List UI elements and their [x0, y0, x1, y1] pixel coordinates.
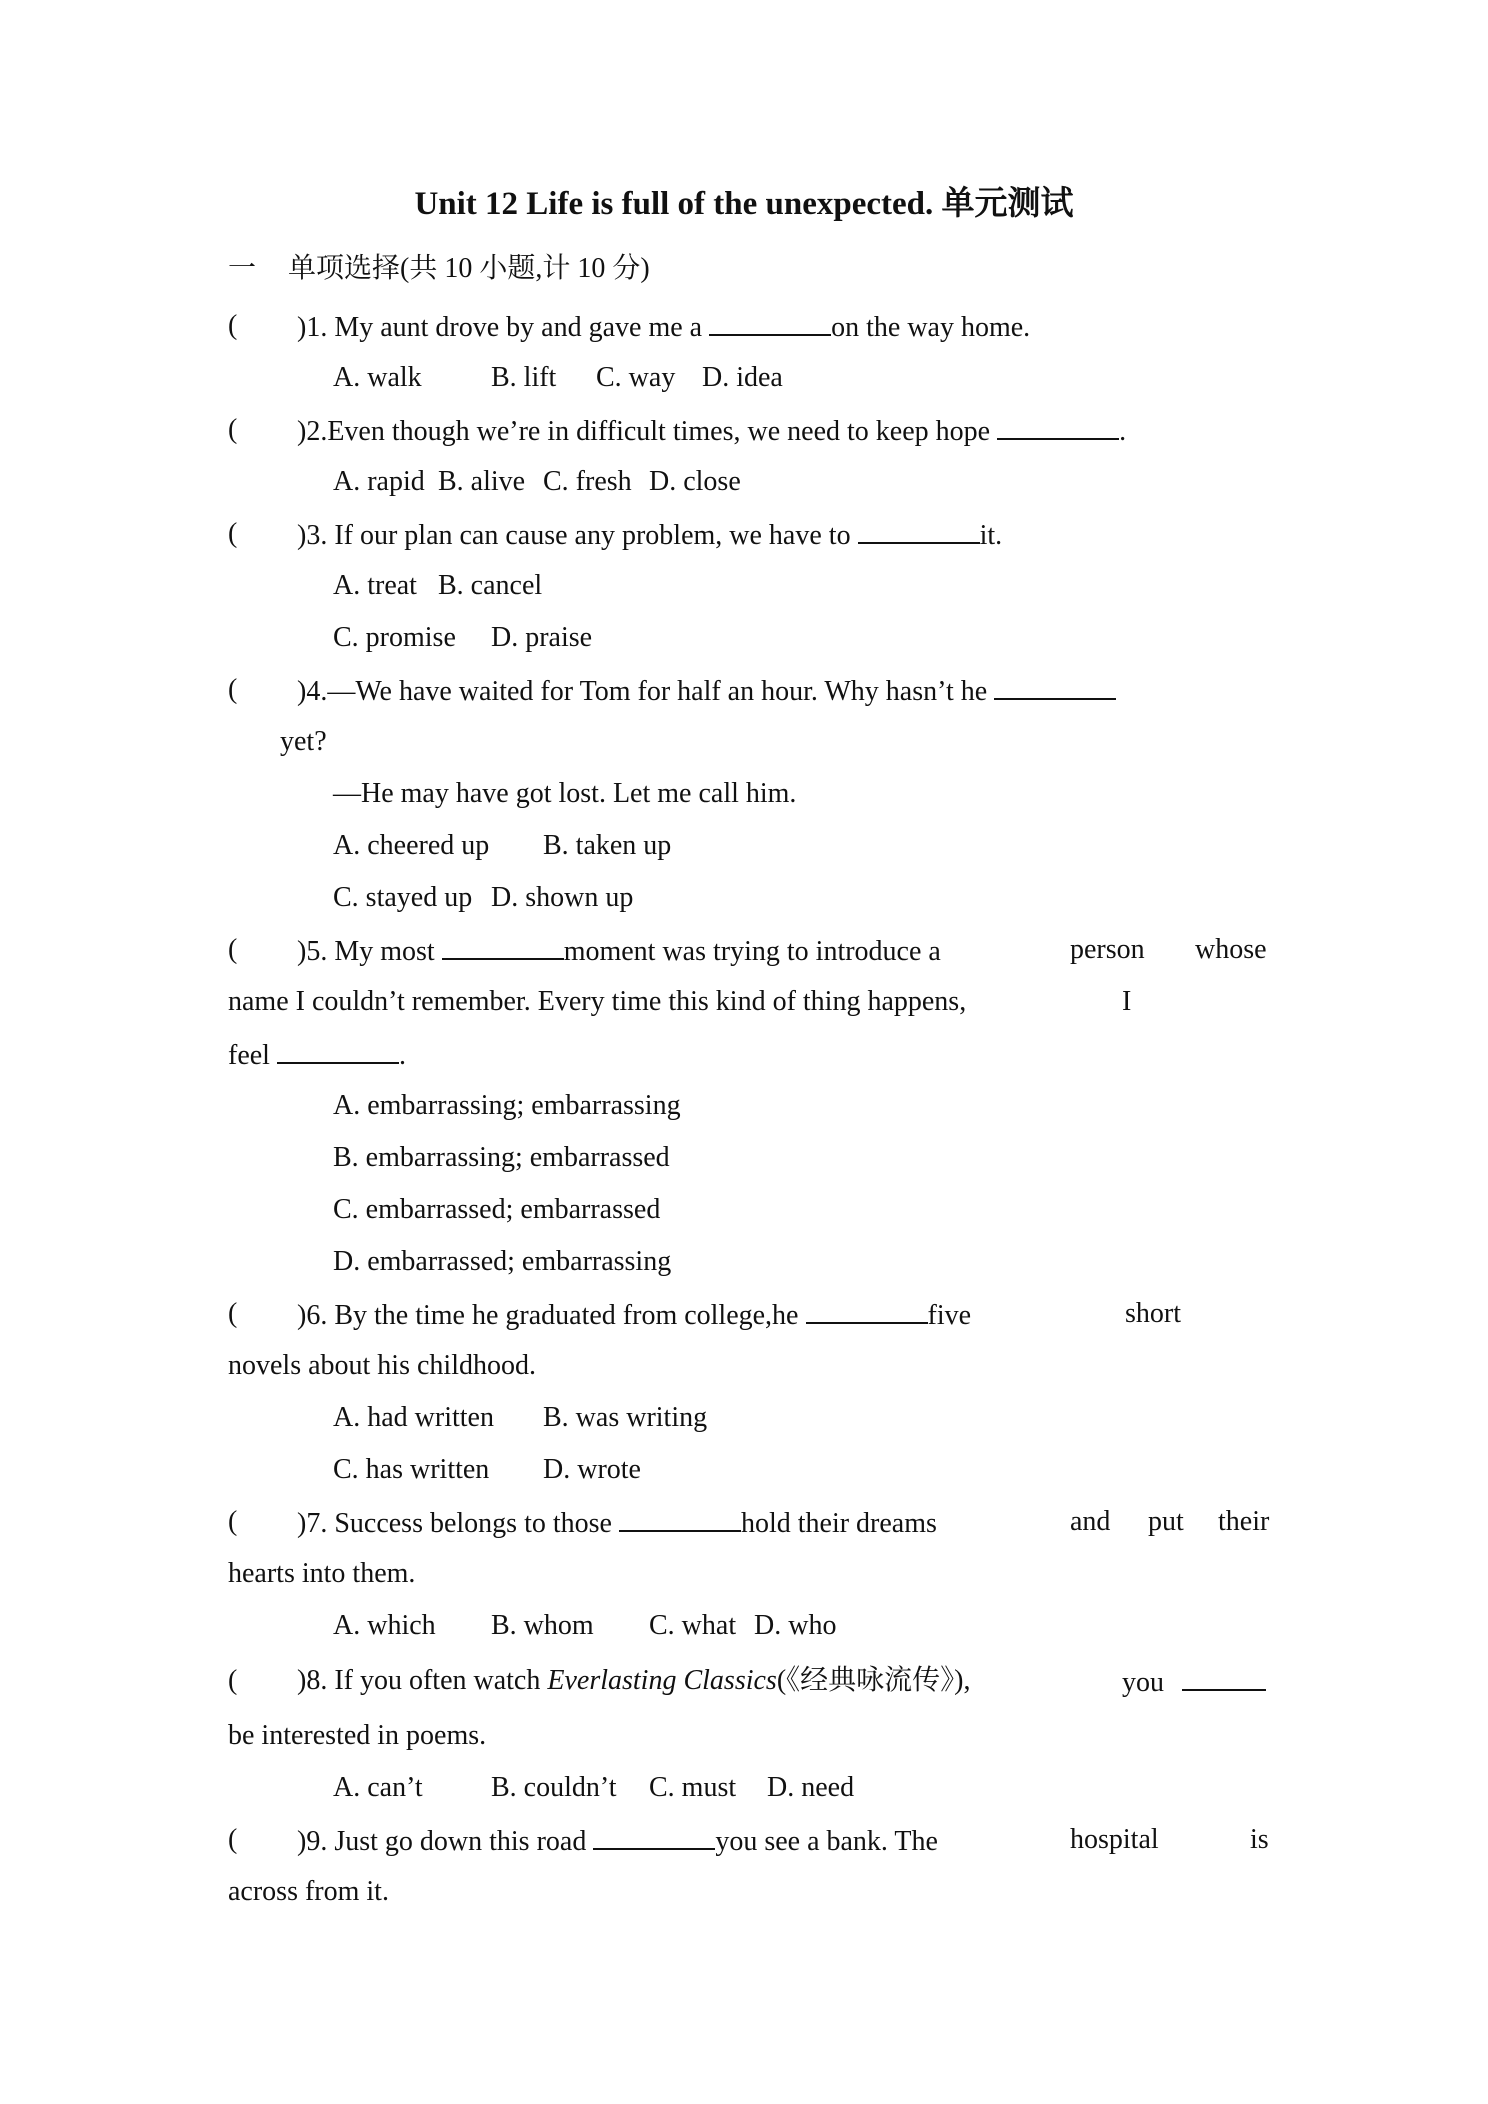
answer-blank[interactable] — [806, 1294, 928, 1324]
question-1-stem — [297, 306, 1030, 348]
answer-blank[interactable] — [593, 1820, 715, 1850]
answer-blank[interactable] — [619, 1502, 741, 1532]
option-a: A. walk — [333, 362, 422, 393]
option-d: D. embarrassed; embarrassing — [333, 1246, 672, 1277]
option-d: D. need — [767, 1772, 855, 1803]
answer-blank[interactable] — [277, 1034, 399, 1064]
question-8-continuation: be interested in poems. — [228, 1720, 487, 1751]
dialogue-reply: —He may have got lost. Let me call him. — [333, 778, 797, 809]
question-number: )8. — [297, 1665, 328, 1696]
option-a: A. embarrassing; embarrassing — [333, 1090, 681, 1121]
option-b: B. taken up — [543, 830, 672, 861]
answer-paren-5: ( — [228, 934, 238, 965]
question-number: )7. — [297, 1508, 328, 1539]
option-a: A. cheered up — [333, 830, 490, 861]
question-5-stem — [297, 930, 941, 972]
stem-text: Just go down this road — [327, 1826, 594, 1857]
option-b: B. lift — [491, 362, 557, 393]
option-c: C. what — [649, 1610, 737, 1641]
question-6-continuation: novels about his childhood. — [228, 1350, 536, 1381]
answer-paren-2: ( — [228, 414, 238, 445]
program-title: Everlasting Classics — [547, 1665, 777, 1696]
question-7-stem — [297, 1502, 937, 1544]
stem-text: it. — [979, 520, 1003, 551]
option-d: D. wrote — [543, 1454, 641, 1485]
answer-blank[interactable] — [709, 306, 831, 336]
question-7-word: put — [1148, 1506, 1184, 1537]
answer-paren-4: ( — [228, 674, 238, 705]
stem-text: My aunt drove by and gave me a — [327, 312, 710, 343]
stem-text: you see a bank. The — [715, 1826, 938, 1857]
section-number: 一 — [228, 253, 257, 284]
option-b: B. alive — [438, 466, 526, 497]
stem-text: By the time he graduated from college,he — [327, 1300, 806, 1331]
question-number: )9. — [297, 1826, 328, 1857]
stem-text: . — [1119, 416, 1127, 447]
stem-text: five — [927, 1300, 972, 1331]
answer-blank[interactable] — [994, 670, 1116, 700]
stem-text: on the way home. — [831, 312, 1031, 343]
question-9-word: is — [1250, 1824, 1269, 1855]
question-5-word: I — [1122, 986, 1132, 1017]
stem-text: —We have waited for Tom for half an hour. Why hasn’t he — [327, 676, 995, 707]
stem-text: Success belongs to those — [327, 1508, 619, 1539]
question-5-word: whose — [1195, 934, 1267, 965]
answer-blank[interactable] — [442, 930, 564, 960]
answer-paren-6: ( — [228, 1298, 238, 1329]
question-5-continuation: name I couldn’t remember. Every time this kind of thing happens, — [228, 986, 967, 1017]
stem-text: . — [398, 1040, 406, 1071]
question-number: )6. — [297, 1300, 328, 1331]
option-d: D. shown up — [491, 882, 634, 913]
question-8-stem-end — [1122, 1661, 1266, 1703]
option-b: B. couldn’t — [491, 1772, 617, 1803]
question-number: )2. — [297, 416, 328, 447]
stem-text: My most — [327, 936, 442, 967]
option-a: A. treat — [333, 570, 417, 601]
option-c: C. has written — [333, 1454, 490, 1485]
answer-blank[interactable] — [1182, 1661, 1266, 1691]
option-c: C. stayed up — [333, 882, 473, 913]
option-c: C. embarrassed; embarrassed — [333, 1194, 661, 1225]
stem-text: If our plan can cause any problem, we have to — [327, 520, 858, 551]
stem-text: moment was trying to introduce a — [563, 936, 941, 967]
stem-text: you — [1122, 1667, 1164, 1698]
stem-text: If you often watch — [327, 1665, 548, 1696]
question-number: )5. — [297, 936, 328, 967]
question-2-stem — [297, 410, 1126, 452]
question-9-stem — [297, 1820, 938, 1862]
option-d: D. idea — [702, 362, 783, 393]
answer-blank[interactable] — [997, 410, 1119, 440]
answer-paren-7: ( — [228, 1506, 238, 1537]
answer-paren-9: ( — [228, 1824, 238, 1855]
question-8-stem — [297, 1661, 970, 1701]
option-a: A. rapid — [333, 466, 425, 497]
question-7-word: and — [1070, 1506, 1111, 1537]
option-d: D. who — [754, 1610, 837, 1641]
section-heading: 单项选择(共 10 小题,计 10 分) — [288, 253, 650, 284]
question-9-continuation: across from it. — [228, 1876, 389, 1907]
stem-text: feel — [228, 1040, 277, 1071]
question-4-stem — [297, 670, 1116, 712]
stem-text: (《经典咏流传》), — [776, 1665, 971, 1696]
stem-text: Even though we’re in difficult times, we need to keep hope — [327, 416, 998, 447]
option-d: D. praise — [491, 622, 593, 653]
question-5-continuation — [228, 1034, 406, 1076]
question-4-continuation: yet? — [280, 726, 327, 757]
option-c: C. promise — [333, 622, 456, 653]
option-b: B. cancel — [438, 570, 543, 601]
answer-blank[interactable] — [858, 514, 980, 544]
option-b: B. was writing — [543, 1402, 708, 1433]
question-6-stem — [297, 1294, 971, 1336]
question-5-word: person — [1070, 934, 1145, 965]
option-b: B. whom — [491, 1610, 594, 1641]
answer-paren-8: ( — [228, 1665, 238, 1696]
question-7-continuation: hearts into them. — [228, 1558, 416, 1589]
question-number: )1. — [297, 312, 328, 343]
answer-paren-1: ( — [228, 310, 238, 341]
option-b: B. embarrassing; embarrassed — [333, 1142, 670, 1173]
question-number: )3. — [297, 520, 328, 551]
question-number: )4. — [297, 676, 328, 707]
option-a: A. had written — [333, 1402, 494, 1433]
option-c: C. must — [649, 1772, 737, 1803]
stem-text: hold their dreams — [740, 1508, 937, 1539]
page-title: Unit 12 Life is full of the unexpected. 单元测试 — [414, 186, 1074, 222]
option-c: C. way — [596, 362, 676, 393]
option-a: A. which — [333, 1610, 436, 1641]
question-9-word: hospital — [1070, 1824, 1159, 1855]
option-d: D. close — [649, 466, 741, 497]
question-3-stem — [297, 514, 1002, 556]
question-7-word: their — [1218, 1506, 1270, 1537]
option-a: A. can’t — [333, 1772, 423, 1803]
question-6-word: short — [1125, 1298, 1181, 1329]
answer-paren-3: ( — [228, 518, 238, 549]
option-c: C. fresh — [543, 466, 632, 497]
